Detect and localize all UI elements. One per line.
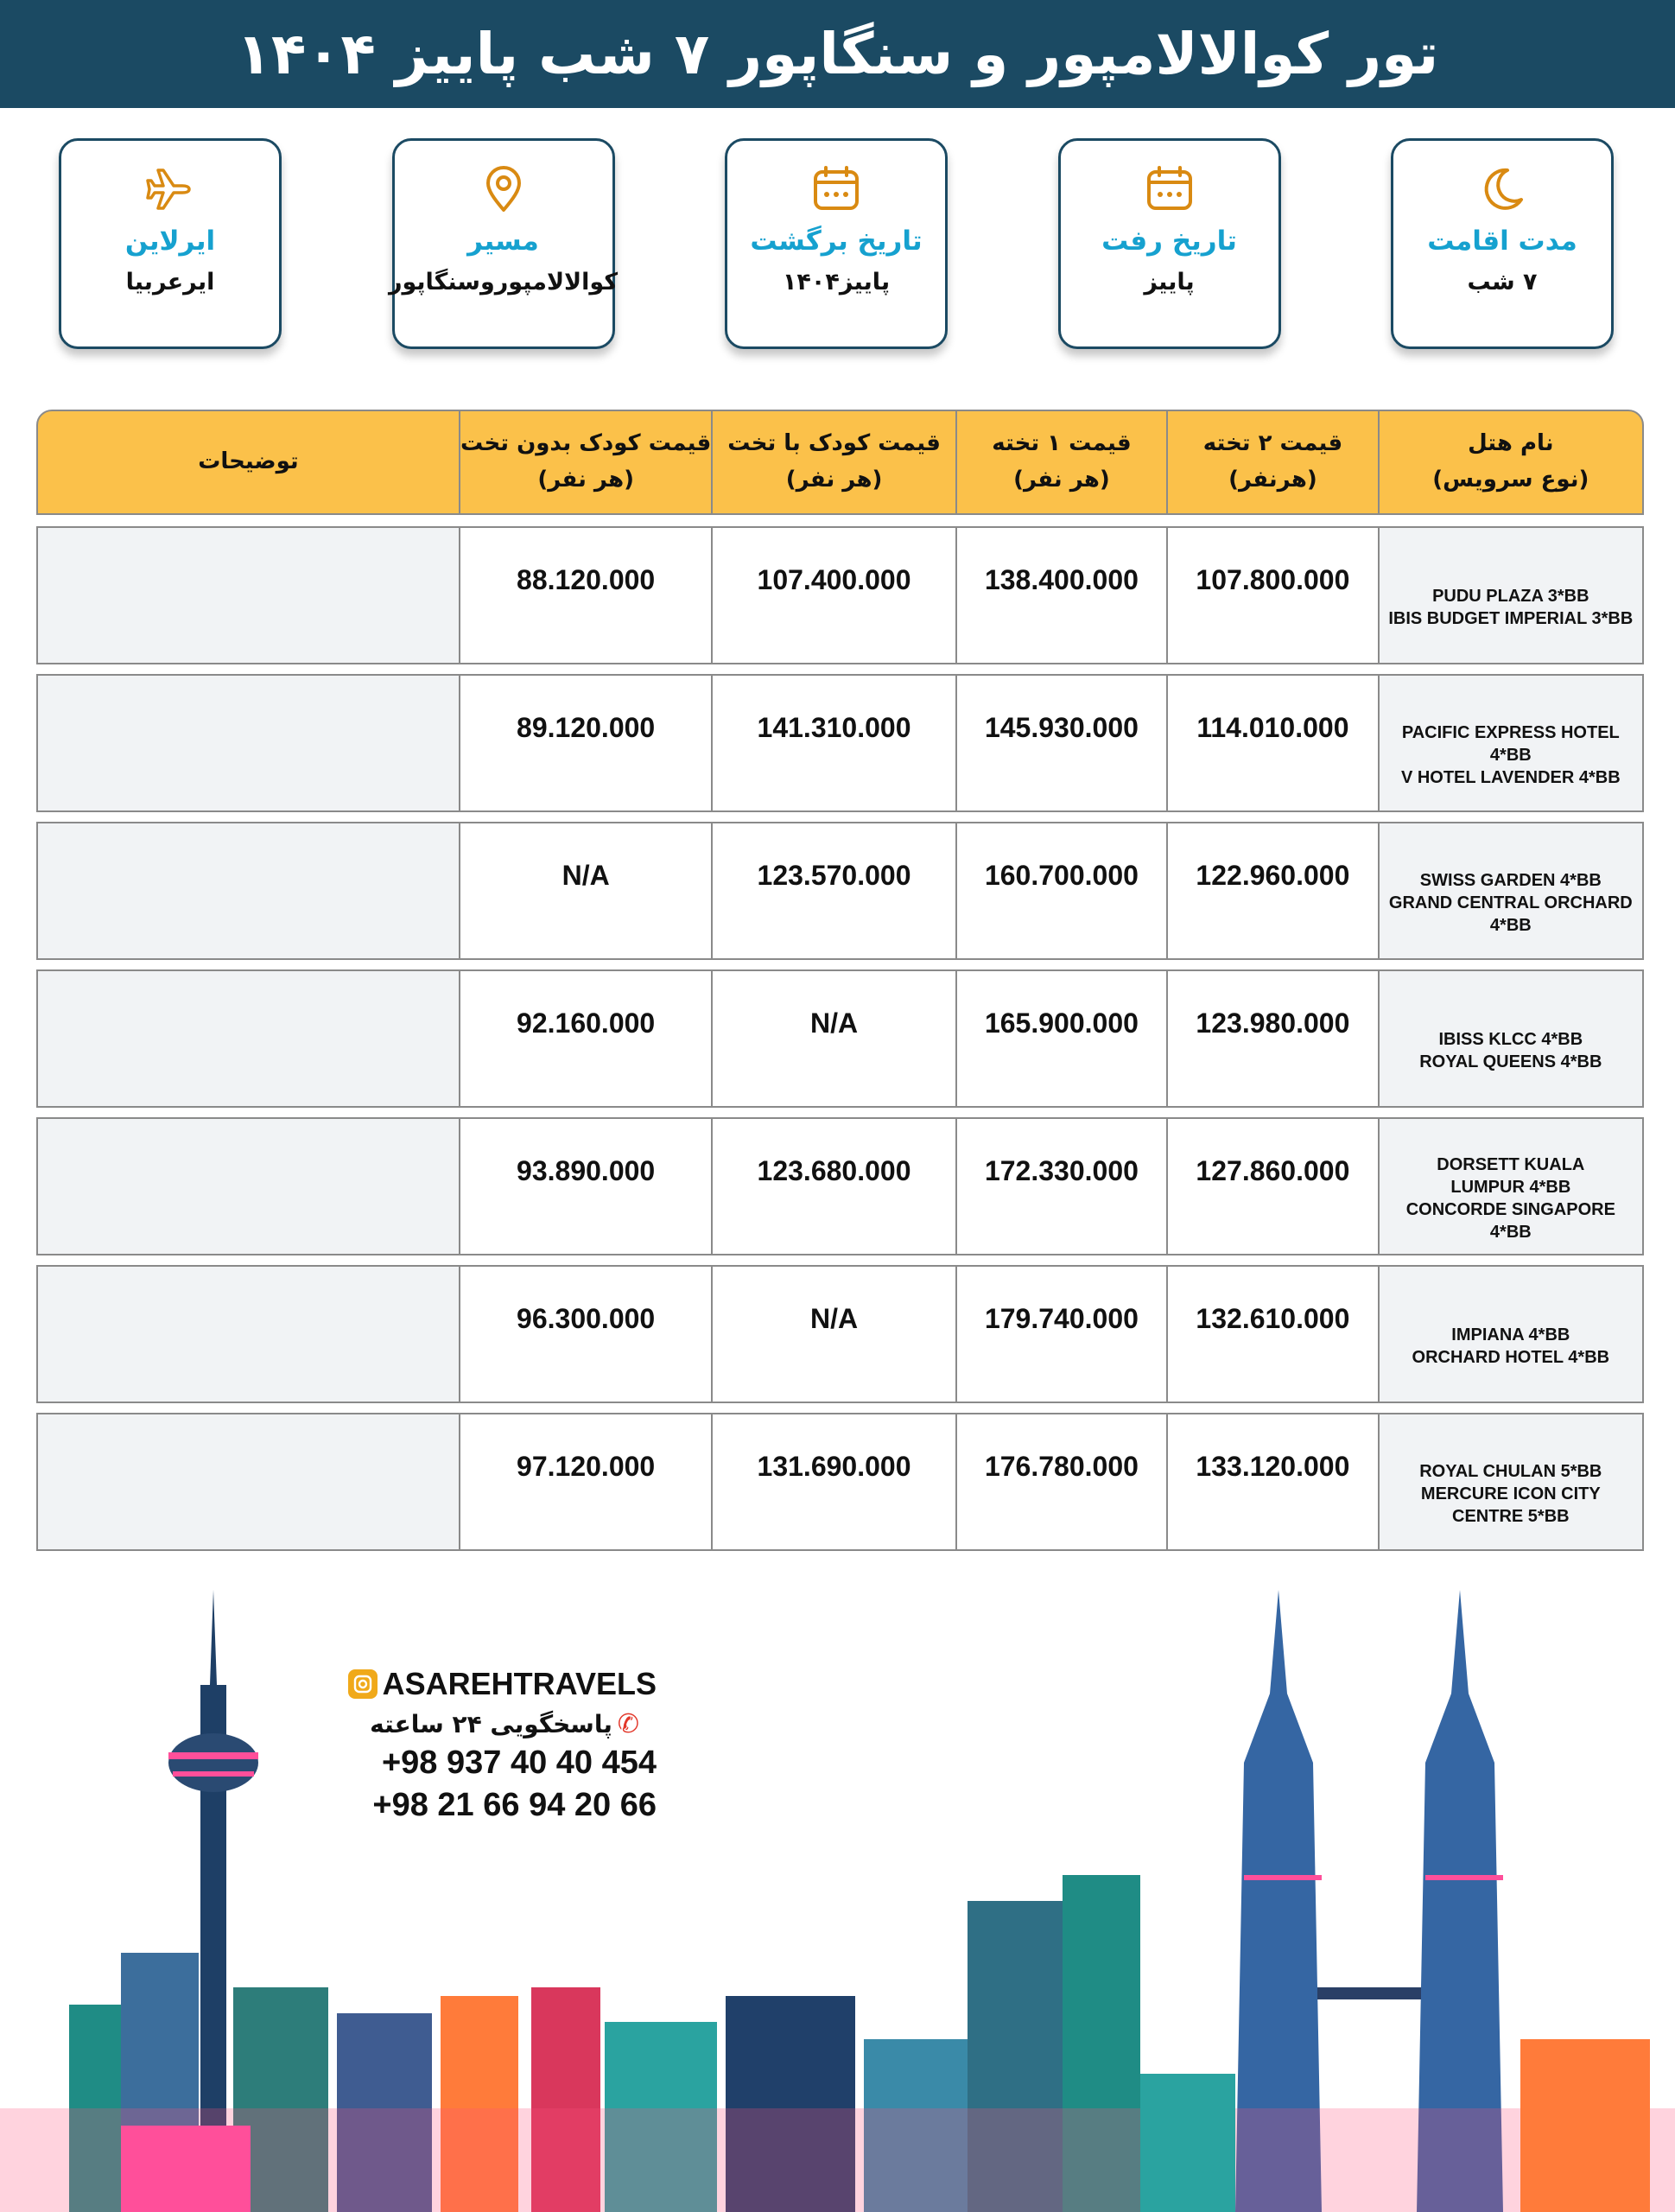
child-with-bed-price: 123.570.000 xyxy=(711,823,955,958)
hotel-cell xyxy=(1378,1414,1642,1549)
table-row xyxy=(36,1413,1644,1551)
table-header xyxy=(36,410,1644,515)
card-label: تاریخ برگشت xyxy=(750,226,923,257)
hotel-name-line: PACIFIC EXPRESS HOTEL 4*BB xyxy=(1401,723,1620,765)
description-cell xyxy=(38,676,459,810)
instagram-text: ASAREHTRAVELS xyxy=(382,1666,657,1701)
hotel-name-line: ORCHARD HOTEL 4*BB xyxy=(1412,1348,1610,1367)
hotel-cell xyxy=(1378,1267,1642,1402)
child-no-bed-price: 89.120.000 xyxy=(459,676,711,810)
hotel-name-line: PUDU PLAZA 3*BB xyxy=(1432,587,1589,606)
header-text: قیمت کودک با تخت xyxy=(727,430,941,457)
table-row xyxy=(36,1265,1644,1403)
hotel-name-line: GRAND CENTRAL ORCHARD xyxy=(1388,893,1633,912)
hotel-name-line: IBISS KLCC 4*BB xyxy=(1438,1030,1583,1049)
description-cell xyxy=(38,1119,459,1254)
hotel-name-line: SWISS GARDEN 4*BB xyxy=(1419,871,1602,890)
hotel-name-line: ROYAL CHULAN 5*BB xyxy=(1419,1462,1602,1481)
card-value: ۷ شب xyxy=(1467,269,1538,296)
header-hotel xyxy=(1378,411,1642,513)
table-row xyxy=(36,526,1644,664)
page-title: تور کوالالامپور و سنگاپور ۷ شب پاییز ۱۴۰۴ xyxy=(236,21,1439,87)
table-row xyxy=(36,822,1644,960)
card-route xyxy=(388,138,619,349)
hotel-name-line: V HOTEL LAVENDER 4*BB xyxy=(1400,768,1621,787)
hotel-name-line: IMPIANA 4*BB xyxy=(1451,1325,1570,1344)
header-subtext: (هر نفر) xyxy=(537,467,634,493)
child-with-bed-price: N/A xyxy=(711,1267,955,1402)
card-label: تاریخ رفت xyxy=(1101,226,1237,257)
child-no-bed-price: 97.120.000 xyxy=(459,1414,711,1549)
hotel-cell xyxy=(1378,823,1642,958)
table-row xyxy=(36,1117,1644,1255)
child-with-bed-price: 131.690.000 xyxy=(711,1414,955,1549)
moon-icon xyxy=(1476,163,1528,215)
single-room-price: 165.900.000 xyxy=(955,971,1166,1106)
support-text: پاسخگویی ۲۴ ساعته xyxy=(370,1710,612,1738)
double-room-price: 127.860.000 xyxy=(1166,1119,1377,1254)
hotel-cell xyxy=(1378,1119,1642,1254)
calendar-icon xyxy=(1144,163,1196,215)
hotel-name-line: CENTRE 5*BB xyxy=(1452,1507,1570,1526)
header-subtext: (هر نفر) xyxy=(1013,467,1110,493)
single-room-price: 145.930.000 xyxy=(955,676,1166,810)
card-stay-duration xyxy=(1391,138,1614,349)
description-cell xyxy=(38,823,459,958)
child-no-bed-price: 88.120.000 xyxy=(459,528,711,663)
child-with-bed-price: 107.400.000 xyxy=(711,528,955,663)
card-value: کوالالامپوروسنگاپور xyxy=(388,269,619,296)
hotel-name-line: 4*BB xyxy=(1489,1223,1532,1242)
card-label: مدت اقامت xyxy=(1427,226,1577,257)
hotel-name-line: 4*BB xyxy=(1489,916,1532,935)
hotel-name-line: DORSETT KUALA xyxy=(1437,1155,1585,1174)
child-no-bed-price: N/A xyxy=(459,823,711,958)
card-label: ایرلاین xyxy=(124,226,216,257)
header-child-no-bed xyxy=(459,411,711,513)
child-no-bed-price: 96.300.000 xyxy=(459,1267,711,1402)
double-room-price: 114.010.000 xyxy=(1166,676,1377,810)
hotel-cell xyxy=(1378,971,1642,1106)
header-text: قیمت ۱ تخته xyxy=(992,430,1132,457)
description-cell xyxy=(38,1414,459,1549)
title-banner xyxy=(0,0,1675,108)
header-subtext: (هرنفر) xyxy=(1228,467,1317,493)
double-room-price: 132.610.000 xyxy=(1166,1267,1377,1402)
hotel-name-line: IBIS BUDGET IMPERIAL 3*BB xyxy=(1388,609,1634,628)
double-room-price: 123.980.000 xyxy=(1166,971,1377,1106)
phone-icon: ✆ xyxy=(617,1709,639,1739)
header-description xyxy=(38,411,459,513)
child-no-bed-price: 92.160.000 xyxy=(459,971,711,1106)
child-with-bed-price: 141.310.000 xyxy=(711,676,955,810)
phone-number[interactable]: +98 937 40 40 454 xyxy=(381,1745,657,1781)
card-value: ایرعربیا xyxy=(125,269,215,296)
location-pin-icon xyxy=(478,163,530,215)
info-cards xyxy=(59,138,1614,351)
header-text: قیمت ۲ تخته xyxy=(1202,430,1343,457)
single-room-price: 179.740.000 xyxy=(955,1267,1166,1402)
child-no-bed-price: 93.890.000 xyxy=(459,1119,711,1254)
airplane-icon xyxy=(144,163,196,215)
child-with-bed-price: 123.680.000 xyxy=(711,1119,955,1254)
card-departure-date xyxy=(1058,138,1281,349)
card-value: پاییز۱۴۰۴ xyxy=(782,269,891,296)
double-room-price: 133.120.000 xyxy=(1166,1414,1377,1549)
header-text: توضیحات xyxy=(198,448,299,475)
city-skyline-illustration xyxy=(0,1590,1675,2212)
hotel-cell xyxy=(1378,676,1642,810)
card-value: پاییز xyxy=(1144,269,1195,296)
description-cell xyxy=(38,971,459,1106)
phone-number[interactable]: +98 21 66 94 20 66 xyxy=(372,1787,657,1823)
single-room-price: 172.330.000 xyxy=(955,1119,1166,1254)
card-return-date xyxy=(725,138,948,349)
description-cell xyxy=(38,528,459,663)
child-with-bed-price: N/A xyxy=(711,971,955,1106)
header-subtext: (هر نفر) xyxy=(785,467,883,493)
header-subtext: (نوع سرویس) xyxy=(1432,467,1589,493)
description-cell xyxy=(38,1267,459,1402)
header-single-price xyxy=(955,411,1166,513)
calendar-icon xyxy=(810,163,862,215)
hotel-name-line: MERCURE ICON CITY xyxy=(1420,1484,1601,1503)
header-text: نام هتل xyxy=(1468,430,1554,457)
double-room-price: 122.960.000 xyxy=(1166,823,1377,958)
hotel-name-line: ROYAL QUEENS 4*BB xyxy=(1419,1052,1602,1071)
hotel-name-line: CONCORDE SINGAPORE xyxy=(1405,1200,1615,1219)
single-room-price: 160.700.000 xyxy=(955,823,1166,958)
header-child-with-bed xyxy=(711,411,955,513)
header-double-price xyxy=(1166,411,1377,513)
header-text: قیمت کودک بدون تخت xyxy=(460,430,712,457)
hotel-name-line: LUMPUR 4*BB xyxy=(1450,1178,1571,1197)
double-room-price: 107.800.000 xyxy=(1166,528,1377,663)
single-room-price: 138.400.000 xyxy=(955,528,1166,663)
single-room-price: 176.780.000 xyxy=(955,1414,1166,1549)
table-row xyxy=(36,969,1644,1108)
table-row xyxy=(36,674,1644,812)
card-airline xyxy=(59,138,282,349)
hotel-cell xyxy=(1378,528,1642,663)
card-label: مسیر xyxy=(467,226,539,257)
